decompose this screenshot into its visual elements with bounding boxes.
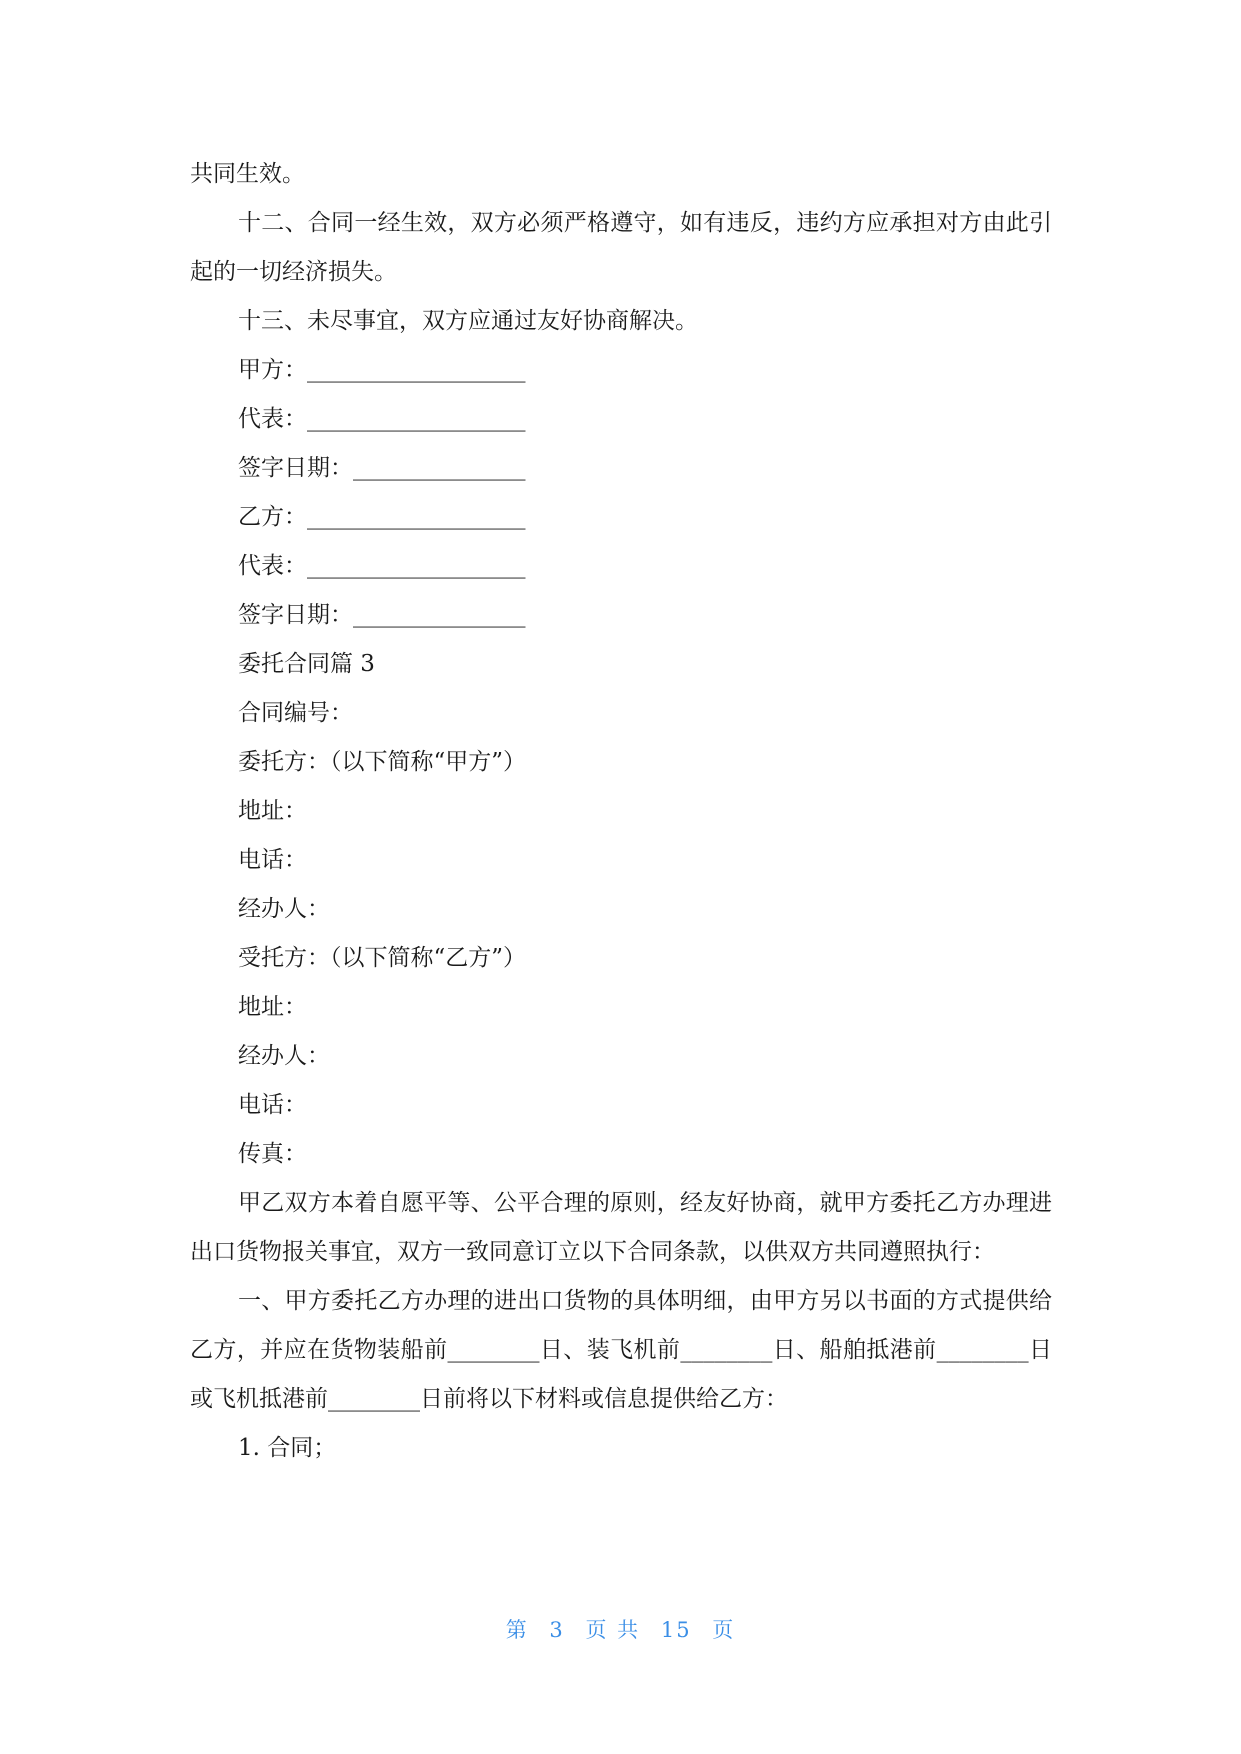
document-paragraph: 乙方：___________________ xyxy=(238,504,526,530)
document-paragraph: 签字日期：_______________ xyxy=(238,602,526,628)
document-paragraph: 传真： xyxy=(238,1141,307,1167)
document-paragraph: 共同生效。 xyxy=(190,161,305,187)
document-paragraph: 代表：___________________ xyxy=(238,406,526,432)
page-footer xyxy=(0,1614,1241,1644)
document-paragraph: 甲方：___________________ xyxy=(238,357,526,383)
document-body xyxy=(190,150,1052,1473)
document-paragraph: 经办人： xyxy=(238,1043,330,1069)
document-paragraph: 地址： xyxy=(238,994,307,1020)
footer-total-pages: 15 xyxy=(660,1618,692,1642)
document-paragraph: 合同编号： xyxy=(238,700,353,726)
document-paragraph: 签字日期：_______________ xyxy=(238,455,526,481)
footer-middle: 页 共 xyxy=(585,1618,641,1642)
document-paragraph: 受托方：（以下简称“乙方”） xyxy=(238,945,527,971)
document-paragraph: 1. 合同； xyxy=(238,1435,337,1461)
document-paragraph: 电话： xyxy=(238,1092,307,1118)
document-paragraph: 代表：___________________ xyxy=(238,553,526,579)
footer-prefix: 第 xyxy=(505,1618,529,1642)
document-paragraph: 十三、未尽事宜，双方应通过友好协商解决。 xyxy=(238,308,698,334)
document-paragraph: 经办人： xyxy=(238,896,330,922)
document-paragraph: 电话： xyxy=(238,847,307,873)
document-paragraph: 地址： xyxy=(238,798,307,824)
footer-suffix: 页 xyxy=(712,1618,736,1642)
document-paragraph: 一、甲方委托乙方办理的进出口货物的具体明细，由甲方另以书面的方式提供给乙方，并应在货物装船前________日、装飞机前________日、船舶抵港前________日或飞机抵港前________日前将以下材料或信息提供给乙方： xyxy=(190,1288,1052,1412)
document-paragraph: 委托合同篇 3 xyxy=(238,651,375,677)
document-paragraph: 委托方：（以下简称“甲方”） xyxy=(238,749,527,775)
footer-current-page: 3 xyxy=(549,1618,565,1642)
document-paragraph: 十二、合同一经生效，双方必须严格遵守，如有违反，违约方应承担对方由此引起的一切经济损失。 xyxy=(190,210,1052,285)
document-paragraph: 甲乙双方本着自愿平等、公平合理的原则，经友好协商，就甲方委托乙方办理进出口货物报关事宜，双方一致同意订立以下合同条款，以供双方共同遵照执行： xyxy=(190,1190,1052,1265)
